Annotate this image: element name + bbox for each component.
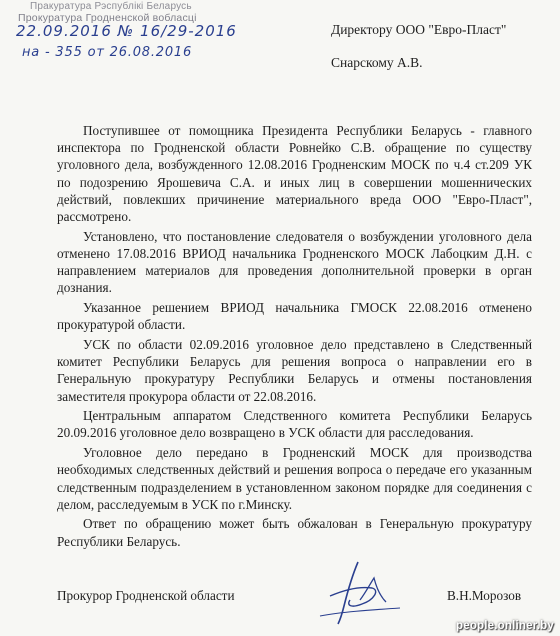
handwritten-outgoing-ref: 22.09.2016 № 16/29-2016 <box>16 22 237 40</box>
stamp-line-2: Прокуратура Гродненской вобласці <box>18 12 197 24</box>
body-paragraph: Ответ по обращению может быть обжалован в Генеральную прокуратуру Республики Беларусь. <box>57 516 532 549</box>
body-paragraph: Установлено, что постановление следователя о возбуждении уголовного дела отменено 17.08.2016 ВРИОД начальника Гродненского МОСК Лабоцким Д.Н. с направлением материалов для проведения дополнительной проверки в орган дознания. <box>57 228 532 296</box>
body-paragraph: УСК по области 02.09.2016 уголовное дело представлено в Следственный комитет Республики Беларусь для решения вопроса о направлении его в Генеральную прокуратуру Республики Беларусь и отмены постановления заместителя прокурора области от 22.08.2016. <box>57 336 532 404</box>
stamp-line-1: Пракуратура Рэспублікі Беларусь <box>30 1 192 12</box>
registration-stamp <box>16 0 246 70</box>
signatory-name: В.Н.Морозов <box>447 588 522 603</box>
handwritten-incoming-ref: на - 355 от 26.08.2016 <box>22 45 193 60</box>
site-watermark: people.onliner.by <box>456 620 554 632</box>
body-paragraph: Поступившее от помощника Президента Республики Беларусь - главного инспектора по Гродненской области Ровнейко С.В. обращение по существу уголовного дела, возбужденного 12.08.2016 Гродненским МОСК по ч.4 ст.209 УК по подозрению Ярошевича С.А. и иных лиц в совершении мошеннических действий, повлекших причинение материального вреда ООО "Евро-Пласт", рассмотрено. <box>57 123 532 225</box>
body-paragraph: Уголовное дело передано в Гродненский МОСК для производства необходимых следственных действий и решения вопроса о передаче его указанным следственным подразделением в установленном законом порядке для соединения с делом, расследуемым в УСК по г.Минску. <box>57 445 532 512</box>
addressee-block <box>331 23 506 69</box>
addressee-line-1: Директору ООО "Евро-Пласт" <box>331 22 507 37</box>
signatory-title: Прокурор Гродненской области <box>57 588 235 603</box>
body-paragraph: Центральным аппаратом Следственного комитета Республики Беларусь 20.09.2016 уголовное дело возвращено в УСК области для расследования. <box>57 408 532 441</box>
letter-body <box>57 122 532 552</box>
addressee-line-2: Снарскому А.В. <box>331 54 423 70</box>
handwritten-signature <box>300 556 420 626</box>
body-paragraph: Указанное решением ВРИОД начальника ГМОСК 22.08.2016 отменено прокуратурой области. <box>57 300 532 333</box>
